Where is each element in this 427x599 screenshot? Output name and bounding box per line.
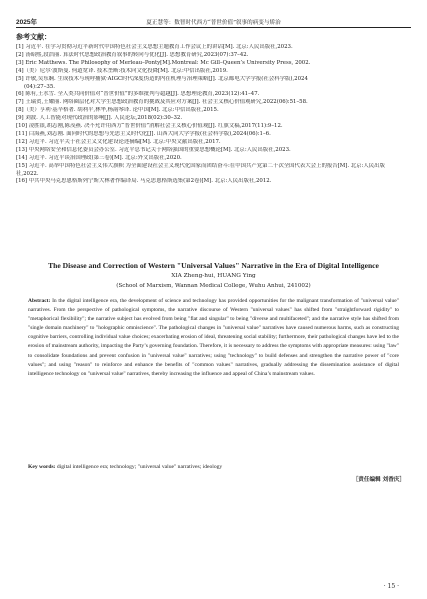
- reference-item: [9] 刘波. 人工智能对现代政治的影响[J]. 人民论坛,2018(02):30–32.: [16, 115, 183, 122]
- journal-year: 2025年: [16, 19, 37, 26]
- reference-item: [13] 中央网络安全和信息化委员会办公室. 习近平总书记关于网络强国的重要思想概论[M]. 北京:人民出版社,2023.: [16, 146, 291, 153]
- reference-item: [6] 陈有,王水雪. 全人类共同价值对“普世价值”的多维批判与超越[J]. 思想理论教育,2023(12):41–47.: [16, 91, 260, 98]
- abstract-text: In the digital intelligence era, the development of science and technology has provided opportunities for the malignant transformation of "universal value" narratives. From the perspective of pathological symptoms, the narrative discourse of Western "universal values" has shifted from "straightforward rigidity" to "metaphorical flexibility"; the narrative subject has evolved from being "flat and singular" to being "diverse and multifaceted"; and the narrative style has shifted from "single domain machinery" to "holographic omniscience". The pathological changes in "universal value" narratives have caused numerous harms, such as constructing cognitive barriers, controlling individual value choices; exacerbating erosion of ideal, threatening social stability; furthermore, their pathological changes have led to the erosion of mainstream authority, impacting the Party’s governing foundation. Therefore, it is necessary to address the symptoms with appropriate measures: using "law" to consolidate foundations and prevent confusion in "universal value" narratives; using "technology" to build defenses and strengthen the narrative power of "core values"; and using "reason" to reinforce and enhance the benefits of "common values" narratives, gradually addressing the dissemination assistance of digital intelligence technology on "universal value" narratives, thereby increasing the influence and appeal of China’s mainstream values.: [28, 298, 399, 377]
- keywords-label: Key words:: [28, 464, 56, 470]
- english-authors: XIA Zheng-hui, HUANG Ying: [171, 273, 256, 279]
- keywords-text: digital intelligence era; technology; "universal value" narratives; ideology: [55, 464, 223, 470]
- english-title: The Disease and Correction of Western "Universal Values" Narrative in the Era of Digital Intelligence: [48, 261, 379, 270]
- page-header: [16, 12, 411, 26]
- references-list: [16, 44, 407, 186]
- reference-item: [16] 中共中央马克思恩格斯列宁斯大林著作编译局. 马克思恩格斯选集(第2卷)[M]. 北京:人民出版社,2012.: [16, 178, 272, 185]
- reference-item-continuation: (04):27–35.: [24, 83, 56, 90]
- reference-item: [15] 习近平. 高举中国特色社会主义伟大旗帜 为全面建设社会主义现代化国家而团结奋斗:在中国共产党第二十次全国代表大会上的报告[M]. 北京:人民出版社,2022.: [16, 162, 385, 177]
- reference-item: [2] 汤昭熙,段浩丽. 算法时代思想政治教育叙事的转向与优化[J]. 思想教育研究,2023(07):37–42.: [16, 51, 249, 58]
- reference-item: [4]（美）尼尔·波斯曼. 何道宽译. 技术垄断:技术向文化投降[M]. 北京:中信出版社,2019.: [16, 67, 228, 74]
- reference-item: [12] 习近平. 习近平关于社会主义文化建设论述摘编[M]. 北京:中央文献出版社,2017.: [16, 138, 221, 145]
- reference-item: [10] 凌胜银,胡志刚,陈茂燕. 决不允许用西方“普世价值”消解社会主义核心价值观[J]. 红旗文稿,2017(11):9–12.: [16, 123, 283, 130]
- abstract-label: Abstract:: [28, 298, 51, 304]
- responsible-editor: ［责任编辑 刘香庆］: [352, 477, 405, 483]
- reference-item: [7] 王瑞贺,王耀丽. 网络圈层化对大学生思想政治教育的挑战及其应对方案[J]. 社会主义核心价值观研究,2022(06):51–58.: [16, 99, 308, 106]
- english-abstract: [28, 297, 399, 379]
- references-heading: 参考文献：: [16, 32, 51, 41]
- english-keywords: [28, 464, 399, 470]
- reference-item: [8]（美）亨利·基辛格著. 胡利平,林华,杨韵琴译. 论中国[M]. 北京:中信出版社,2015.: [16, 107, 219, 114]
- page-number: · 15 ·: [383, 583, 399, 590]
- reference-item: [5] 许敏,吴东娴. 生成技术与现呼捕狱·AIGC时代深度伪造的内在机理与治理策略[J]. 北京邮电大学学报(社会科学版),2024: [16, 75, 308, 82]
- reference-item: [3] Eric Matthews. The Philosophy of Merleau–Ponty[M].Montreal: Mc Gill–Queen’s University Press, 2002.: [16, 59, 311, 66]
- reference-item: [14] 习近平. 习近平谈治国理政(第三卷)[M]. 北京:外文出版社,2020.: [16, 154, 182, 161]
- english-affiliation: (School of Marxism, Wannan Medical College, Wuhu Anhui, 241002): [116, 283, 311, 289]
- running-title: 夏正慧等：数智时代西方“普世价值”叙事的病变与矫治: [146, 20, 281, 26]
- reference-item: [1] 习近平. 在学习贯彻习近平新时代中国特色社会主义思想主题教育工作会议上的讲话[M]. 北京:人民出版社,2023.: [16, 44, 293, 50]
- header-rule: [16, 27, 411, 28]
- reference-item: [11] 白海燕,刘志刚. 面向时代的思想与先思主义时代化[J]. 山西大同大学学报(社会科学版),2024(06):1–6.: [16, 130, 271, 137]
